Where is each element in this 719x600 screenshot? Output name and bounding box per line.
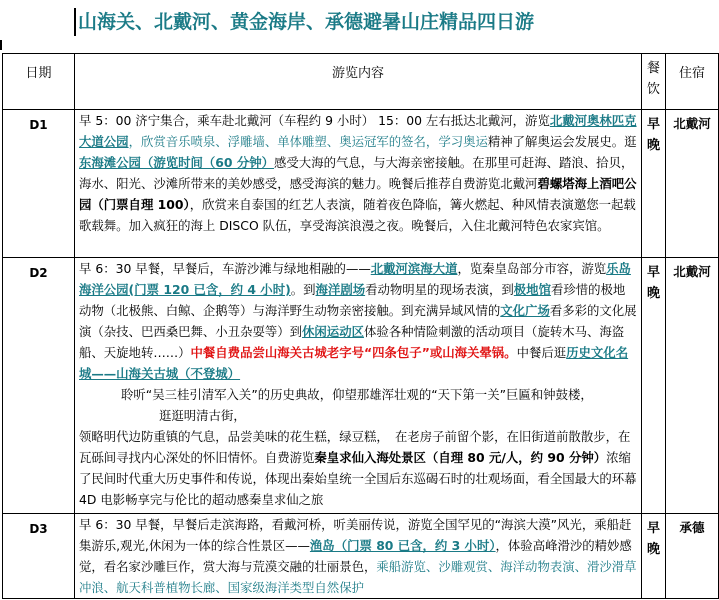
text: 。到 — [290, 282, 316, 297]
table-row — [3, 514, 719, 599]
text: 中餐后逛 — [516, 345, 567, 360]
hotel-cell: 承德 — [666, 514, 719, 599]
food-recommendation: 中餐自费品尝山海关古城老字号“四条包子”或山海关晕锅。 — [190, 345, 517, 360]
header-day: 日期 — [3, 54, 75, 110]
optional-activity: 碧螺塔海上酒吧公园（门票自理 100） — [79, 176, 637, 212]
text: ，欣赏来自泰国的红艺人表演，随着夜色降临，篝火燃起、种风情表演邀您一起载歌载舞。加入疯狂的海上 DISCO 队伍，享受海滨浪漫之夜。晚餐后，入住北戴河特色农家宾馆。 — [79, 197, 636, 233]
day-content — [75, 258, 642, 514]
itinerary-table — [2, 53, 719, 599]
text: 体验各种情险刺激的活动项目（旋转木马、海盗船、天旋地转……） — [79, 324, 625, 360]
text: 聆听“吴三桂引清军入关”的历史典故，仰望那雄浑壮观的“天下第一关”巨匾和钟鼓楼， — [121, 387, 593, 402]
table-header-row — [3, 54, 719, 110]
attraction-link[interactable]: 渔岛（门票 80 已含，约 3 小时） — [309, 538, 496, 553]
attraction-link[interactable]: 休闲运动区 — [302, 324, 364, 339]
header-meal: 餐饮 — [642, 54, 666, 110]
text: 领略明代边防重镇的气息，品尝美味的花生糕，绿豆糕， 在老房子前留个影，在旧街道前散散步，在瓦砾间寻找内心深处的怀旧情怀。自费游览 — [79, 429, 631, 465]
text: 看多彩的文化展演（杂技、巴西桑巴舞、小丑杂耍等）到 — [79, 303, 637, 339]
attraction-link[interactable]: 文化广场 — [500, 303, 550, 318]
attraction-link[interactable]: 历史文化名城——山海关古城（不登城） — [79, 345, 629, 381]
optional-activity: 秦皇求仙入海处景区（自理 80 元/人，约 90 分钟） — [314, 450, 607, 465]
text: 早 6：30 早餐，早餐后，车游沙滩与绿地相融的—— — [79, 261, 371, 276]
text: 精神了解奥运会发展史。逛 — [487, 134, 637, 149]
hotel-cell: 北戴河 — [666, 258, 719, 514]
day-content — [75, 110, 642, 258]
text: 感受大海的气息，与大海亲密接触。在那里可赶海、踏浪、拾贝，海水、阳光、沙滩所带来的美妙感受，感受海滨的魅力。晚餐后推荐自费游览北戴河 — [79, 155, 634, 191]
page-title: 山海关、北戴河、黄金海岸、承德避暑山庄精品四日游 — [74, 8, 534, 36]
attraction-link[interactable]: 东海滩公园（游览时间（60 分钟） — [79, 155, 275, 170]
header-hotel: 住宿 — [666, 54, 719, 110]
text: 早 5：00 济宁集合，乘车赴北戴河（车程约 9 小时） — [79, 113, 375, 128]
hotel-cell: 北戴河 — [666, 110, 719, 258]
table-row — [3, 258, 719, 514]
text: 早 6：30 早餐，早餐后走滨海路，看戴河桥，听美丽传说，游览全国罕见的“海滨大漠”风光，乘船赶集游乐,观光,休闲为一体的综合性景区—— — [79, 517, 632, 553]
attraction-link[interactable]: 海洋剧场 — [315, 282, 366, 297]
header-content: 游览内容 — [75, 54, 642, 110]
meal-cell: 早晚 — [642, 258, 666, 514]
table-row — [3, 110, 719, 258]
margin-mark — [0, 40, 2, 50]
attraction-link[interactable]: 北戴河滨海大道 — [370, 261, 458, 276]
meal-cell: 早晚 — [642, 514, 666, 599]
attraction-link[interactable]: 乐岛海洋公园(门票 120 已含，约 4 小时) — [79, 261, 631, 297]
highlight-text: ，欣赏音乐喷泉、浮雕墙、单体雕塑、奥运冠军的签名，学习奥运 — [128, 134, 488, 149]
attraction-link[interactable]: 极地馆 — [513, 282, 551, 297]
day-content — [75, 514, 642, 599]
text: ，体验高峰滑沙的精妙感觉，看名家沙雕巨作，赏大海与荒漠交融的壮丽景色， — [79, 538, 632, 574]
text: 15：00 左右抵达北戴河，游览 — [378, 113, 550, 128]
meal-cell: 早晚 — [642, 110, 666, 258]
text: 逛逛明清古街， — [159, 408, 246, 423]
text: 看动物明星的现场表演，到 — [365, 282, 514, 297]
text: 看珍惜的极地动物（北极熊、白鲸、企鹅等）与海洋野生动物亲密接触。到充满异域风情的 — [79, 282, 626, 318]
text: ，览秦皇岛部分市容，游览 — [457, 261, 607, 276]
day-label: D1 — [3, 110, 75, 258]
day-label: D3 — [3, 514, 75, 599]
day-label: D2 — [3, 258, 75, 514]
attraction-link[interactable]: 北戴河奥林匹克大道公园 — [79, 113, 637, 149]
text: 浓缩了民间时代重大历史事件和传说，体现出秦始皇统一全国后东巡碣石时的壮观场面，看全国最大的环幕 4D 电影畅享完与伦比的超动感秦皇求仙之旅 — [79, 450, 637, 507]
highlight-text: 乘船游览、沙雕观赏、海洋动物表演、滑沙滑草冲浪、航天科普植物长廊、国家级海洋类型自然保护 — [79, 559, 637, 595]
